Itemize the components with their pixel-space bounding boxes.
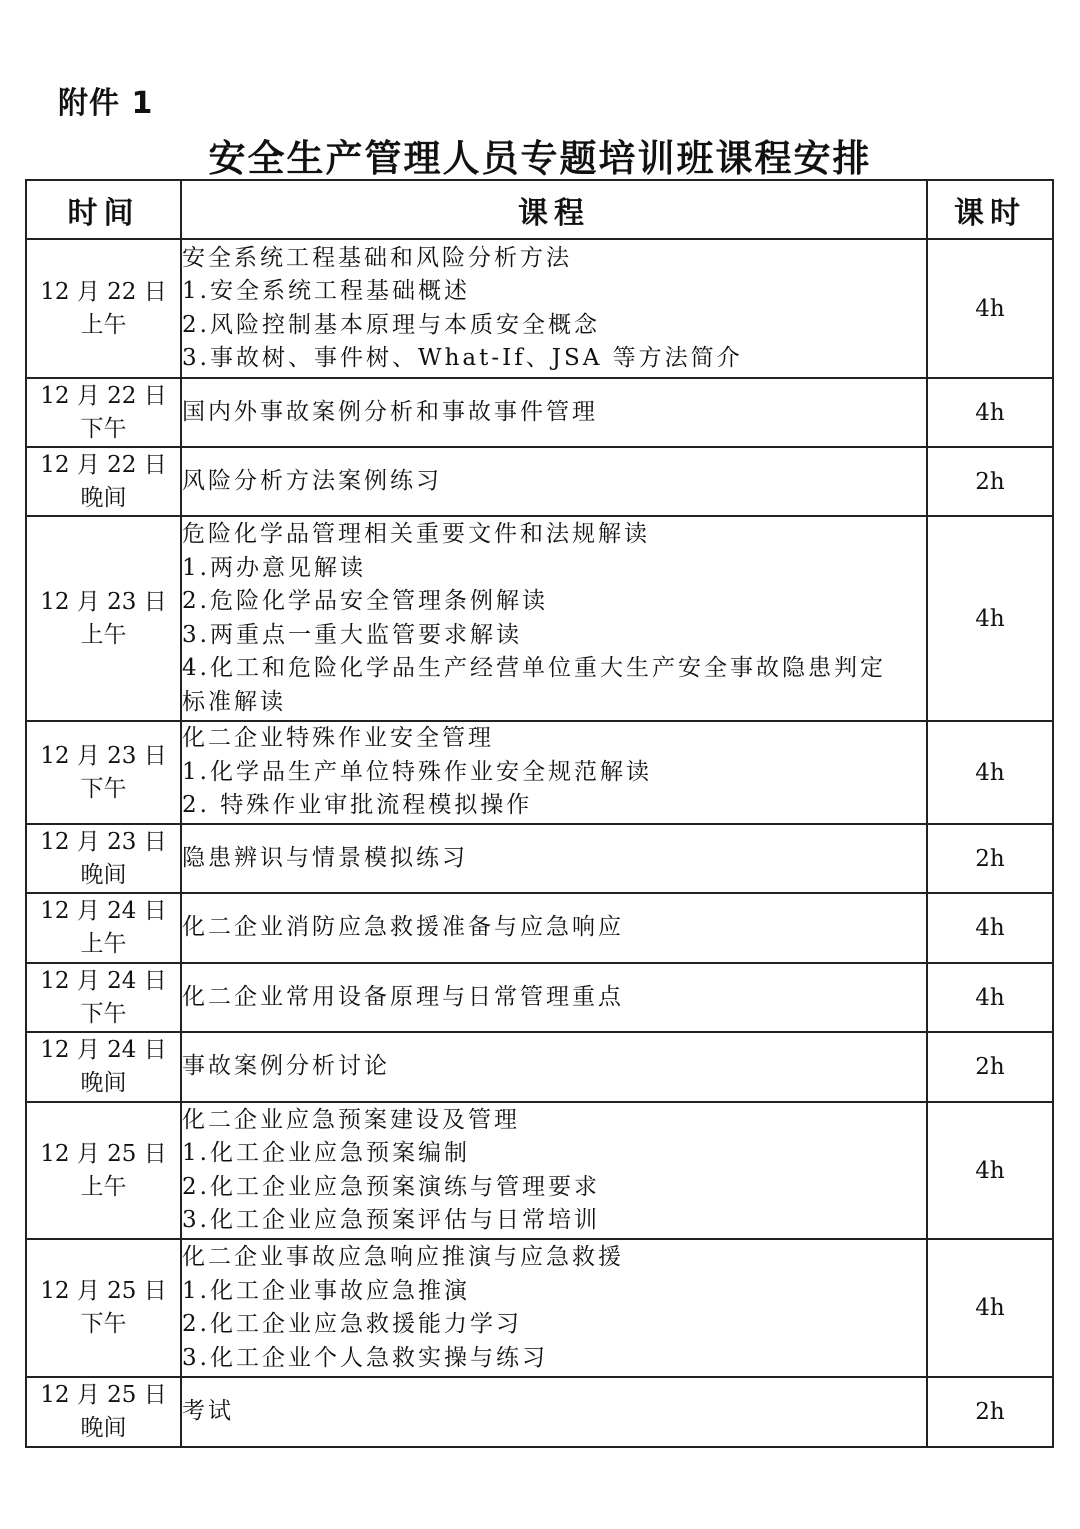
period-text: 下午 bbox=[80, 415, 127, 442]
period-text: 上午 bbox=[80, 621, 127, 648]
time-cell bbox=[26, 1239, 181, 1377]
date-text: 12 月 24 日 bbox=[40, 967, 167, 994]
time-cell bbox=[26, 824, 181, 893]
date-text: 12 月 24 日 bbox=[40, 1037, 167, 1063]
course-cell bbox=[181, 824, 927, 893]
date-text: 12 月 22 日 bbox=[40, 278, 167, 305]
course-cell bbox=[181, 1102, 927, 1239]
course-line: 1.化学品生产单位特殊作业安全规范解读 bbox=[182, 758, 652, 785]
time-cell bbox=[26, 1377, 181, 1447]
table-row bbox=[26, 721, 1053, 824]
date-text: 12 月 23 日 bbox=[40, 588, 167, 615]
date-text: 12 月 23 日 bbox=[40, 742, 167, 769]
course-line: 3.两重点一重大监管要求解读 bbox=[182, 621, 522, 648]
hours-cell: 4h bbox=[927, 1102, 1053, 1239]
hours-cell: 4h bbox=[927, 239, 1053, 378]
course-line: 1.化工企业应急预案编制 bbox=[182, 1140, 470, 1166]
hours-cell: 4h bbox=[927, 1239, 1053, 1377]
table-row bbox=[26, 963, 1053, 1032]
course-line: 1.安全系统工程基础概述 bbox=[182, 278, 470, 304]
period-text: 上午 bbox=[80, 311, 127, 338]
course-cell bbox=[181, 447, 927, 516]
table-header-row bbox=[26, 180, 1053, 239]
course-cell bbox=[181, 516, 927, 721]
hours-cell: 4h bbox=[927, 963, 1053, 1032]
course-line: 化二企业消防应急救援准备与应急响应 bbox=[182, 914, 624, 941]
course-cell bbox=[181, 239, 927, 378]
course-line: 2.化工企业应急预案演练与管理要求 bbox=[182, 1173, 600, 1200]
attachment-label: 附件 1 bbox=[58, 86, 154, 121]
course-line: 安全系统工程基础和风险分析方法 bbox=[182, 244, 572, 271]
hours-cell: 2h bbox=[927, 824, 1053, 893]
course-cell bbox=[181, 378, 927, 447]
period-text: 上午 bbox=[80, 931, 127, 957]
table-row bbox=[26, 1102, 1053, 1239]
table-row bbox=[26, 893, 1053, 963]
date-text: 12 月 25 日 bbox=[40, 1278, 167, 1304]
time-cell bbox=[26, 721, 181, 824]
period-text: 下午 bbox=[80, 1000, 127, 1027]
time-cell bbox=[26, 378, 181, 447]
hours-cell: 2h bbox=[927, 1032, 1053, 1102]
course-cell bbox=[181, 1239, 927, 1377]
time-cell bbox=[26, 963, 181, 1032]
course-line: 化二企业事故应急响应推演与应急救援 bbox=[182, 1244, 624, 1270]
course-cell bbox=[181, 1377, 927, 1447]
hours-cell: 4h bbox=[927, 721, 1053, 824]
table-row bbox=[26, 824, 1053, 893]
course-line: 国内外事故案例分析和事故事件管理 bbox=[182, 398, 598, 425]
period-text: 晚间 bbox=[80, 1415, 127, 1441]
period-text: 上午 bbox=[80, 1173, 127, 1200]
course-line: 危险化学品管理相关重要文件和法规解读 bbox=[182, 521, 650, 547]
course-line: 3.化工企业应急预案评估与日常培训 bbox=[182, 1207, 600, 1233]
date-text: 12 月 22 日 bbox=[40, 382, 167, 409]
date-text: 12 月 25 日 bbox=[40, 1140, 167, 1167]
time-cell bbox=[26, 1032, 181, 1102]
period-text: 下午 bbox=[80, 775, 127, 802]
period-text: 晚间 bbox=[80, 484, 127, 511]
course-line: 2.危险化学品安全管理条例解读 bbox=[182, 588, 548, 614]
table-row bbox=[26, 447, 1053, 516]
table-row bbox=[26, 239, 1053, 378]
period-text: 下午 bbox=[80, 1311, 127, 1337]
time-cell bbox=[26, 893, 181, 963]
course-line: 4.化工和危险化学品生产经营单位重大生产安全事故隐患判定 bbox=[182, 655, 886, 681]
header-course: 课程 bbox=[181, 180, 927, 239]
course-cell bbox=[181, 963, 927, 1032]
period-text: 晚间 bbox=[80, 1070, 127, 1096]
hours-cell: 2h bbox=[927, 447, 1053, 516]
course-line: 2.化工企业应急救援能力学习 bbox=[182, 1311, 522, 1337]
table-row bbox=[26, 1377, 1053, 1447]
course-line: 2. 特殊作业审批流程模拟操作 bbox=[182, 792, 533, 819]
course-line: 考试 bbox=[182, 1398, 234, 1425]
hours-cell: 4h bbox=[927, 893, 1053, 963]
time-cell bbox=[26, 447, 181, 516]
table-row bbox=[26, 378, 1053, 447]
course-line: 3.化工企业个人急救实操与练习 bbox=[182, 1344, 548, 1371]
course-cell bbox=[181, 721, 927, 824]
course-line: 2.风险控制基本原理与本质安全概念 bbox=[182, 311, 600, 338]
period-text: 晚间 bbox=[80, 861, 127, 888]
course-line: 事故案例分析讨论 bbox=[182, 1053, 390, 1080]
table-row bbox=[26, 516, 1053, 721]
header-hours: 课时 bbox=[927, 180, 1053, 239]
course-line: 1.化工企业事故应急推演 bbox=[182, 1277, 470, 1304]
document-title: 安全生产管理人员专题培训班课程安排 bbox=[208, 137, 872, 180]
course-line: 化二企业应急预案建设及管理 bbox=[182, 1106, 520, 1133]
course-line: 3.事故树、事件树、What-If、JSA 等方法简介 bbox=[182, 345, 743, 371]
course-line: 风险分析方法案例练习 bbox=[182, 467, 442, 494]
course-line: 化二企业常用设备原理与日常管理重点 bbox=[182, 983, 624, 1010]
course-line: 1.两办意见解读 bbox=[182, 554, 366, 581]
course-line: 隐患辨识与情景模拟练习 bbox=[182, 844, 468, 871]
hours-cell: 4h bbox=[927, 516, 1053, 721]
time-cell bbox=[26, 516, 181, 721]
date-text: 12 月 25 日 bbox=[40, 1382, 167, 1408]
date-text: 12 月 24 日 bbox=[40, 898, 167, 924]
schedule-table bbox=[25, 179, 1054, 1448]
table-row bbox=[26, 1032, 1053, 1102]
hours-cell: 2h bbox=[927, 1377, 1053, 1447]
time-cell bbox=[26, 1102, 181, 1239]
hours-cell: 4h bbox=[927, 378, 1053, 447]
header-time: 时间 bbox=[26, 180, 181, 239]
course-line: 化二企业特殊作业安全管理 bbox=[182, 725, 494, 752]
course-line: 标准解读 bbox=[182, 688, 286, 715]
table-row bbox=[26, 1239, 1053, 1377]
date-text: 12 月 22 日 bbox=[40, 451, 167, 478]
course-cell bbox=[181, 893, 927, 963]
time-cell bbox=[26, 239, 181, 378]
date-text: 12 月 23 日 bbox=[40, 828, 167, 855]
course-cell bbox=[181, 1032, 927, 1102]
